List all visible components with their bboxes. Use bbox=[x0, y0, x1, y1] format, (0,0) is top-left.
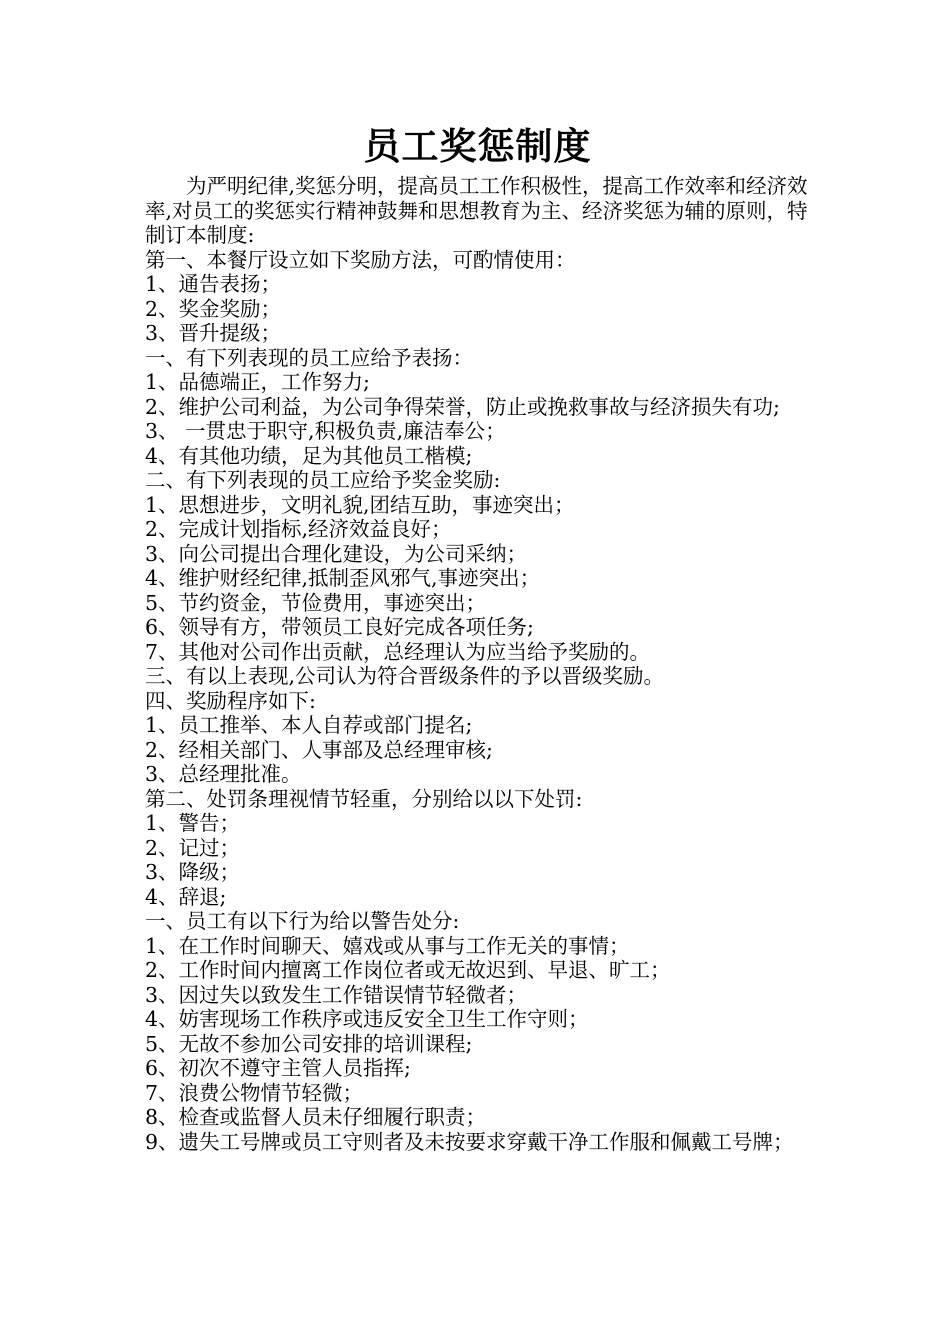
paragraph-line: 第二、处罚条理视情节轻重，分别给以以下处罚: bbox=[145, 786, 583, 811]
paragraph-line: 为严明纪律,奖惩分明，提高员工工作积极性，提高工作效率和经济效率,对员工的奖惩实行精神鼓舞和思想教育为主、经济奖惩为辅的原则，特制订本制度: bbox=[145, 174, 808, 247]
paragraph-line: 2、奖金奖励； bbox=[145, 296, 282, 321]
paragraph-line: 三、有以上表现,公司认为符合晋级条件的予以晋级奖励。 bbox=[145, 664, 665, 688]
paragraph-line: 1、思想进步，文明礼貌,团结互助，事迹突出； bbox=[145, 492, 575, 517]
paragraph-line: 1、员工推举、本人自荐或部门提名; bbox=[145, 713, 473, 737]
paragraph-line: 6、初次不遵守主管人员指挥; bbox=[145, 1056, 411, 1080]
paragraph-line: 3、因过失以致发生工作错误情节轻微者； bbox=[145, 982, 528, 1007]
paragraph-line: 4、妨害现场工作秩序或违反安全卫生工作守则； bbox=[145, 1007, 589, 1031]
paragraph-line: 四、奖励程序如下: bbox=[145, 688, 316, 713]
paragraph-line: 2、记过； bbox=[145, 835, 241, 860]
paragraph-line: 2、经相关部门、人事部及总经理审核; bbox=[145, 737, 493, 762]
paragraph-line: 2、完成计划指标,经济效益良好； bbox=[145, 517, 452, 541]
paragraph-line: 4、维护财经纪律,抵制歪风邪气,事迹突出； bbox=[145, 566, 541, 590]
paragraph-line: 3、降级； bbox=[145, 860, 241, 884]
paragraph-line: 3、向公司提出合理化建设，为公司采纳； bbox=[145, 541, 528, 566]
paragraph-line: 1、品德端正，工作努力; bbox=[145, 370, 370, 394]
paragraph-line: 5、节约资金，节俭费用，事迹突出； bbox=[145, 590, 487, 615]
paragraph-line: 2、维护公司利益，为公司争得荣誉，防止或挽救事故与经济损失有功; bbox=[145, 394, 780, 419]
paragraph-line: 2、工作时间内擅离工作岗位者或无故迟到、早退、旷工； bbox=[145, 958, 671, 982]
document-title: 员工奖惩制度 bbox=[363, 124, 592, 168]
paragraph-line: 7、浪费公物情节轻微； bbox=[145, 1080, 364, 1105]
document-body bbox=[145, 174, 810, 1154]
document-page bbox=[145, 118, 810, 1154]
paragraph-line: 4、有其他功绩，足为其他员工楷模; bbox=[145, 443, 473, 468]
paragraph-line: 1、通告表扬； bbox=[145, 272, 282, 296]
paragraph-line: 第一、本餐厅设立如下奖励方法，可酌情使用： bbox=[145, 247, 576, 272]
paragraph-line: 5、无故不参加公司安排的培训课程; bbox=[145, 1031, 473, 1056]
paragraph-line: 3、晋升提级； bbox=[145, 321, 282, 345]
paragraph-line: 1、警告； bbox=[145, 811, 241, 835]
paragraph-line: 6、领导有方，带领员工良好完成各项任务; bbox=[145, 615, 534, 639]
paragraph-line: 8、检查或监督人员未仔细履行职责； bbox=[145, 1105, 487, 1129]
paragraph-line: 1、在工作时间聊天、嬉戏或从事与工作无关的事情； bbox=[145, 933, 630, 958]
paragraph-line: 一、有下列表现的员工应给予表扬： bbox=[145, 345, 473, 370]
paragraph-line: 3、总经理批准。 bbox=[145, 762, 302, 786]
paragraph-line: 一、员工有以下行为给以警告处分: bbox=[145, 909, 460, 933]
paragraph-line: 4、辞退; bbox=[145, 884, 227, 909]
paragraph-line: 9、遗失工号牌或员工守则者及未按要求穿戴干净工作服和佩戴工号牌； bbox=[145, 1129, 794, 1154]
paragraph-line: 3、 一贯忠于职守,积极负责,廉洁奉公； bbox=[145, 419, 506, 443]
paragraph-line: 二、有下列表现的员工应给予奖金奖励: bbox=[145, 468, 501, 492]
paragraph-line: 7、其他对公司作出贡献，总经理认为应当给予奖励的。 bbox=[145, 639, 651, 664]
